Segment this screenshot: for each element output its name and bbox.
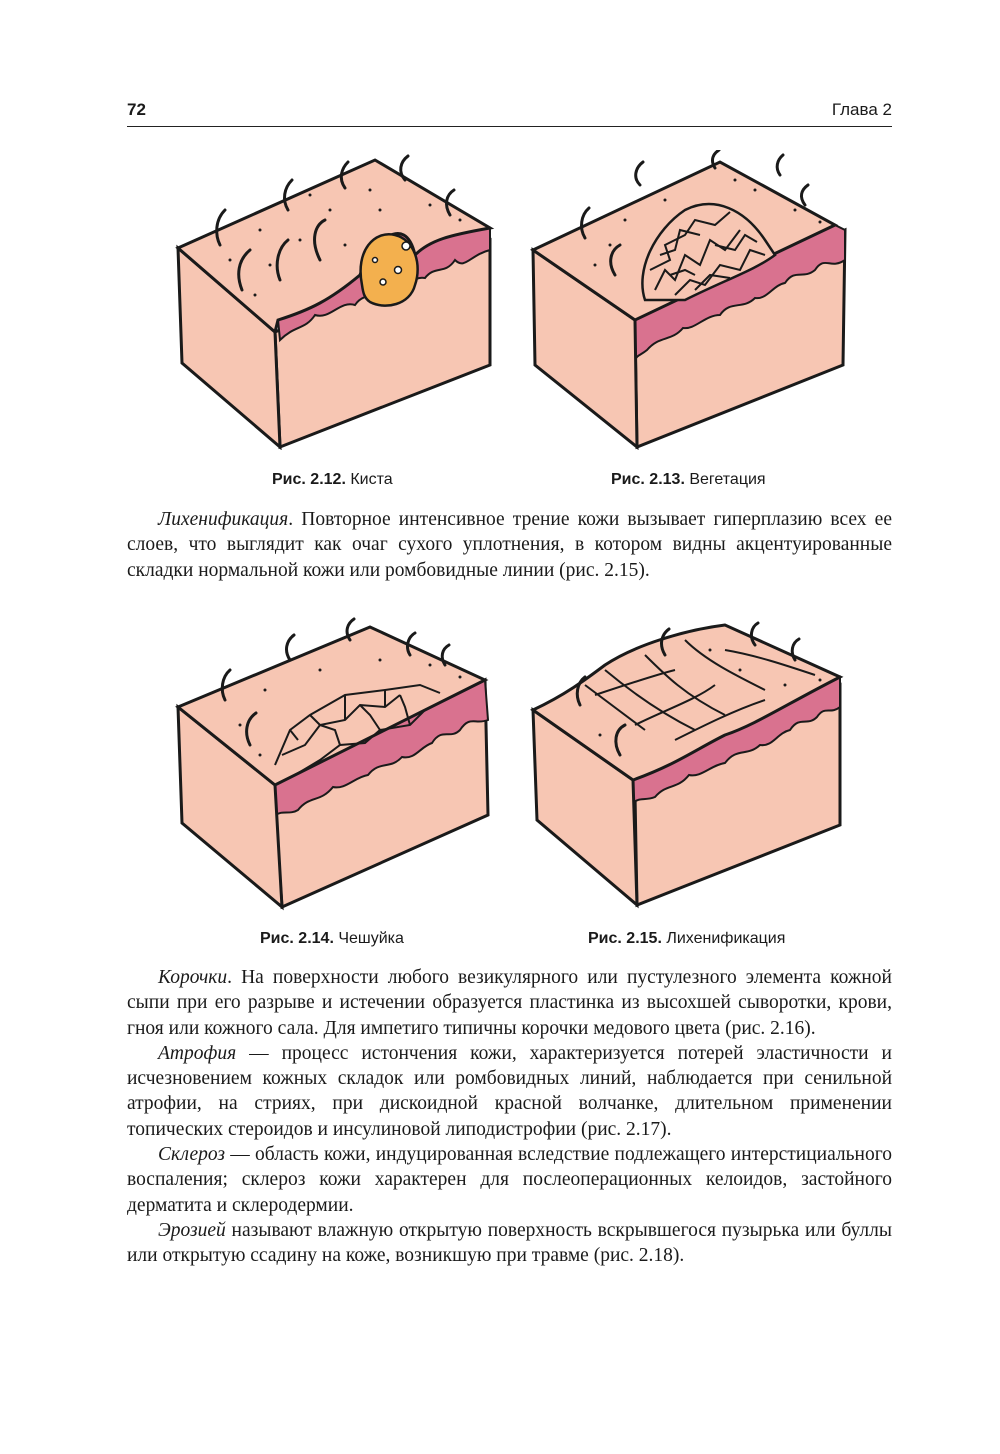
paragraph-erosion — [127, 1218, 892, 1269]
term: Атрофия — [158, 1042, 237, 1064]
body-text — [127, 965, 892, 1269]
paragraph-lichenification — [127, 507, 892, 583]
paragraph-body: — процесс истончения кожи, характеризуется потерей эластичности и исчезновением кожных складок или ромбовидных линий, наблюдается при сенильной атрофии, на стриях, при дискоидной красной волчанке, длительном применении топических стероидов и инсулиновой липодистрофии (рис. 2.17). — [127, 1042, 892, 1140]
figure-label: Рис. 2.15. — [588, 930, 662, 947]
page-number: 72 — [127, 100, 146, 119]
figure-label: Рис. 2.14. — [260, 930, 334, 947]
term: Лихенификация — [158, 509, 289, 530]
figure-caption — [611, 471, 766, 489]
figure-caption — [588, 930, 785, 948]
paragraph-atrophy — [127, 1041, 892, 1142]
paragraph-body: называют влажную открытую поверхность вскрывшегося пузырька или буллы или открытую ссадину на коже, возникшую при травме (рис. 2.18). — [127, 1219, 892, 1267]
term: Склероз — [158, 1144, 226, 1166]
figure-label: Рис. 2.12. — [272, 471, 346, 488]
figure-caption — [272, 471, 393, 489]
paragraph-body: . Повторное интенсивное трение кожи вызывает гиперплазию всех ее слоев, что выглядит как очаг сухого уплотнения, в котором видны акцентуированные складки нормальной кожи или ромбовидные линии (рис. 2.15). — [127, 509, 892, 581]
figure-caption — [260, 930, 404, 948]
figure-lichenification — [525, 615, 855, 915]
term: Эрозией — [158, 1219, 226, 1241]
figure-cyst — [170, 150, 500, 450]
figure-title: Лихенификация — [666, 930, 786, 947]
paragraph-body: . На поверхности любого везикулярного или пустулезного элемента кожной сыпи при его разрыве и истечении образуется пластинка из высохшей сыворотки, крови, гноя или кожного сала. Для импетиго типичны корочки медового цвета (рис. 2.16). — [127, 967, 892, 1039]
paragraph-sclerosis — [127, 1142, 892, 1218]
figure-title: Вегетация — [689, 471, 766, 488]
figure-scale — [170, 615, 500, 915]
term: Корочки — [158, 967, 228, 988]
page-header — [127, 98, 892, 127]
chapter-title: Глава 2 — [831, 100, 892, 119]
figure-label: Рис. 2.13. — [611, 471, 685, 488]
paragraph-body: — область кожи, индуцированная вследствие подлежащего интерстициального воспаления; склероз кожи характерен для послеоперационных келоидов, застойного дерматита и склеродермии. — [127, 1144, 892, 1216]
paragraph-crusts — [127, 965, 892, 1041]
figure-title: Чешуйка — [338, 930, 404, 947]
figure-vegetation — [525, 150, 855, 450]
figure-title: Киста — [350, 471, 393, 488]
